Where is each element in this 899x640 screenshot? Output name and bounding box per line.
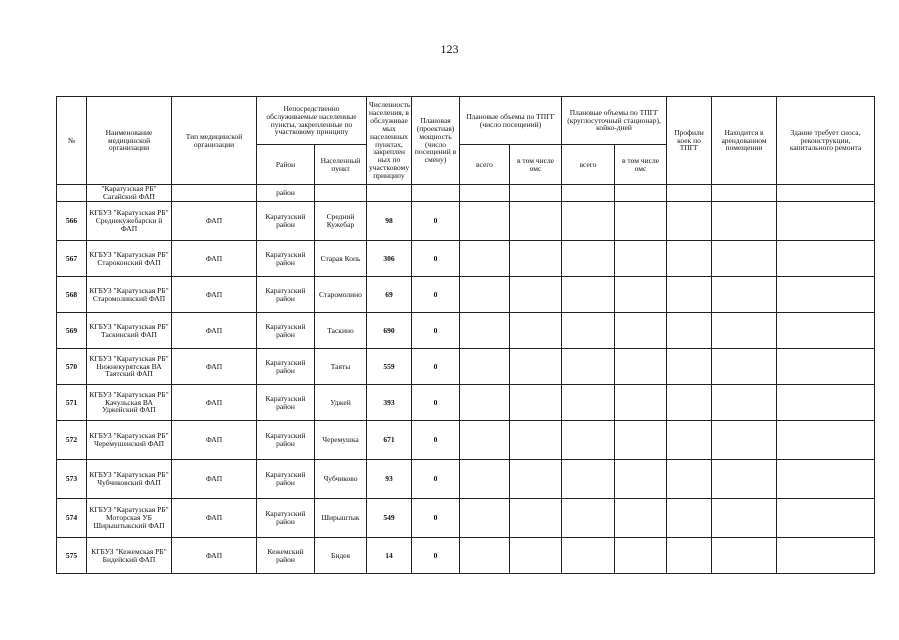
page-number: 123: [440, 42, 459, 56]
header-row-top: [57, 97, 875, 145]
row-capacity: 0: [412, 460, 460, 499]
row-population: 306: [367, 241, 412, 277]
row-district: Каратузский район: [257, 313, 315, 349]
row-capacity: 0: [412, 385, 460, 421]
row-num: 569: [57, 313, 87, 349]
row-capacity: 0: [412, 499, 460, 538]
row-district: Каратузский район: [257, 499, 315, 538]
header-visits-oms: в том числе омс: [510, 145, 562, 185]
row-district: Каратузский район: [257, 277, 315, 313]
row-num: 570: [57, 349, 87, 385]
row-type: ФАП: [172, 538, 257, 574]
row-num: 574: [57, 499, 87, 538]
row-population: 671: [367, 421, 412, 460]
row-population: 559: [367, 349, 412, 385]
table-row: [57, 538, 875, 574]
table-row: [57, 202, 875, 241]
row-org: КГБУЗ "Каратузская РБ" Старомолинский ФАП: [87, 277, 172, 313]
header-org: Наименование медицинской организации: [87, 97, 172, 185]
row-capacity: 0: [412, 241, 460, 277]
row-district: Каратузский район: [257, 202, 315, 241]
row-type: ФАП: [172, 313, 257, 349]
row-num: 572: [57, 421, 87, 460]
row-settlement: Уджей: [315, 385, 367, 421]
header-type: Тип медицинской организации: [172, 97, 257, 185]
row-settlement: Чубчиково: [315, 460, 367, 499]
table-row: [57, 349, 875, 385]
header-served: Непосредственно обслуживаемые населенные пункты, закрепленные по участковому принципу: [257, 97, 367, 145]
row-district: Кежемский район: [257, 538, 315, 574]
row-population: 549: [367, 499, 412, 538]
row-capacity: 0: [412, 421, 460, 460]
row-district: Каратузский район: [257, 349, 315, 385]
row-capacity: 0: [412, 313, 460, 349]
row-num: 566: [57, 202, 87, 241]
row-district: Каратузский район: [257, 460, 315, 499]
continuation-org: "Каратузская РБ" Сагайский ФАП: [87, 185, 172, 202]
row-settlement: Таяты: [315, 349, 367, 385]
header-beds-oms: в том числе омс: [615, 145, 667, 185]
row-num: 575: [57, 538, 87, 574]
header-settlement: Населенный пункт: [315, 145, 367, 185]
row-org: КГБУЗ "Каратузская РБ" Черемушенский ФАП: [87, 421, 172, 460]
table-row: [57, 421, 875, 460]
row-num: 573: [57, 460, 87, 499]
table-row: [57, 313, 875, 349]
row-num: 571: [57, 385, 87, 421]
header-num: №: [57, 97, 87, 185]
row-population: 690: [367, 313, 412, 349]
row-type: ФАП: [172, 499, 257, 538]
row-type: ФАП: [172, 349, 257, 385]
row-org: КГБУЗ "Каратузская РБ" Среднекужебарски й ФАП: [87, 202, 172, 241]
header-repair: Здание требует сноса, реконструкции, капитального ремонта: [777, 97, 875, 185]
row-population: 93: [367, 460, 412, 499]
row-capacity: 0: [412, 538, 460, 574]
row-capacity: 0: [412, 202, 460, 241]
row-org: КГБУЗ "Каратузская РБ" Староконский ФАП: [87, 241, 172, 277]
row-org: КГБУЗ "Каратузская РБ" Моторская УБ Ширыштыкский ФАП: [87, 499, 172, 538]
continuation-district: район: [257, 185, 315, 202]
header-visits: Плановые объемы по ТПГГ (число посещений): [460, 97, 562, 145]
header-population: Численность населения, в обслуживае мых населенных пунктах, закреплен ных по участковому принципу: [367, 97, 412, 185]
row-type: ФАП: [172, 202, 257, 241]
header-profile: Профили коек по ТПГГ: [667, 97, 712, 185]
row-population: 69: [367, 277, 412, 313]
row-settlement: Старомолино: [315, 277, 367, 313]
table-row: [57, 385, 875, 421]
row-population: 14: [367, 538, 412, 574]
row-settlement: Средний Кужебар: [315, 202, 367, 241]
row-settlement: Ширыштык: [315, 499, 367, 538]
row-capacity: 0: [412, 349, 460, 385]
row-num: 567: [57, 241, 87, 277]
row-settlement: Черемушка: [315, 421, 367, 460]
header-visits-total: всего: [460, 145, 510, 185]
continuation-row: [57, 185, 875, 202]
row-org: КГБУЗ "Каратузская РБ" Качульская ВА Уджейский ФАП: [87, 385, 172, 421]
row-org: КГБУЗ "Кежемская РБ" Бидейский ФАП: [87, 538, 172, 574]
row-num: 568: [57, 277, 87, 313]
row-type: ФАП: [172, 277, 257, 313]
header-capacity: Плановая (проектная) мощность (число посещений в смену): [412, 97, 460, 185]
row-type: ФАП: [172, 421, 257, 460]
row-population: 393: [367, 385, 412, 421]
row-district: Каратузский район: [257, 241, 315, 277]
header-rented: Находится в арендованном помещении: [712, 97, 777, 185]
header-beds-total: всего: [562, 145, 615, 185]
row-settlement: Старая Копь: [315, 241, 367, 277]
row-population: 98: [367, 202, 412, 241]
registry-table: [56, 96, 875, 574]
row-org: КГБУЗ "Каратузская РБ" Чубчиковский ФАП: [87, 460, 172, 499]
row-settlement: Бидея: [315, 538, 367, 574]
table-row: [57, 277, 875, 313]
header-district: Район: [257, 145, 315, 185]
row-capacity: 0: [412, 277, 460, 313]
row-settlement: Таскино: [315, 313, 367, 349]
row-district: Каратузский район: [257, 421, 315, 460]
row-org: КГБУЗ "Каратузская РБ" Нижнекурятская ВА Таятский ФАП: [87, 349, 172, 385]
row-type: ФАП: [172, 241, 257, 277]
row-type: ФАП: [172, 460, 257, 499]
table-row: [57, 241, 875, 277]
table-row: [57, 499, 875, 538]
row-type: ФАП: [172, 385, 257, 421]
row-district: Каратузский район: [257, 385, 315, 421]
table-row: [57, 460, 875, 499]
row-org: КГБУЗ "Каратузская РБ" Таскинский ФАП: [87, 313, 172, 349]
header-beds: Плановые объемы по ТПГГ (круглосуточный стационар), койко-дней: [562, 97, 667, 145]
